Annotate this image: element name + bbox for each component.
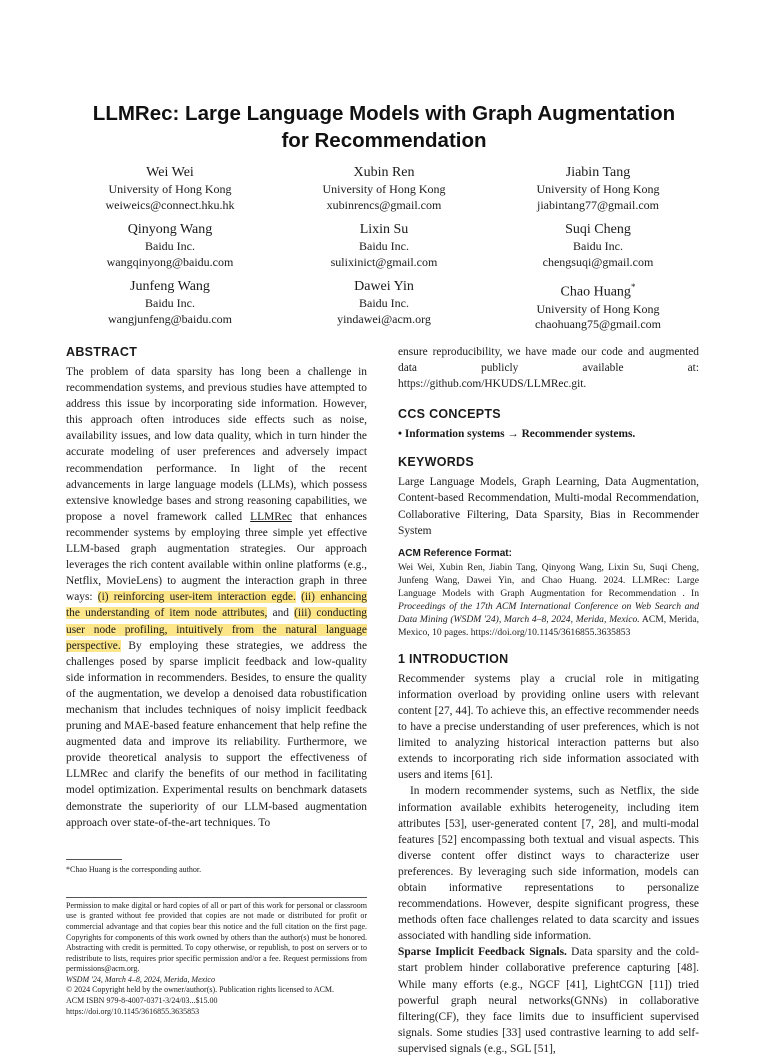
author-email: yindawei@acm.org (337, 311, 431, 326)
highlight-3: (iii) conducting user node profiling, intuitively from the natural language perspective. (66, 607, 367, 652)
author-entry (498, 221, 698, 270)
permission-text: Permission to make digital or hard copies of all or part of this work for personal or classroom use is granted without fee provided that copies are not made or distributed for profit or commercial advantage and that copies bear this notice and the full citation on the first page. Copyrights for components of this work owned by others than the author(s) must be honored. Abstracting with credit is permitted. To copy otherwise, or republish, to post on servers or to redistribute to lists, requires prior specific permission and/or a fee. Request permissions from permissions@acm.org. (66, 900, 367, 974)
author-entry (498, 278, 698, 333)
intro-paragraph-1: Recommender systems play a crucial role in mitigating information overload by providing online users with relevant content [27, 44]. To achieve this, an effective recommender needs to have a precise understanding of user preferences, which is not limited to analyzing historical interaction patterns but also extends to incorporating rich side information associated with users and items [61]. (398, 672, 699, 782)
abstract-continuation: ensure reproducibility, we have made our code and augmented data publicly available at: https://github.com/HKUDS/LLMRec.git. (398, 346, 699, 391)
abstract-part-2: that enhances recommender systems by employing three simple yet effective LLM-based graph augmentation strategies. Our approach leverages the rich content available within online platforms (e.g., Netflix, MovieLens) to augment the interaction graph in three ways: (66, 510, 367, 604)
author-name: Qinyong Wang (127, 222, 213, 237)
author-email: wangjunfeng@baidu.com (107, 311, 233, 326)
author-block (70, 164, 698, 341)
author-name-text: Chao Huang (560, 284, 631, 300)
author-entry (70, 164, 270, 213)
author-entry (70, 221, 270, 270)
venue-line: WSDM '24, March 4–8, 2024, Merida, Mexico (66, 974, 215, 984)
author-affiliation: University of Hong Kong (322, 182, 446, 196)
author-name: Lixin Su (359, 222, 409, 237)
author-email: xubinrencs@gmail.com (326, 197, 442, 212)
abstract-part-1: The problem of data sparsity has long been a challenge in recommendation systems, and previous studies have attempted to address this issue by incorporating side information. However, this approach often introduces side effects such as noise, availability issues, and low data quality, which in turn hinder the accurate modeling of user preferences and adversely impact recommendation performance. In light of the recent advancements in large language models (LLMs), which possess extensive knowledge bases and strong reasoning capabilities, we propose a novel framework called (66, 366, 367, 523)
author-affiliation: University of Hong Kong (108, 182, 232, 196)
author-email: wangqinyong@baidu.com (106, 254, 234, 269)
permission-rule (66, 897, 367, 898)
author-affiliation: Baidu Inc. (145, 239, 195, 253)
author-entry (284, 278, 484, 333)
introduction-heading: 1 INTRODUCTION (398, 651, 509, 666)
author-name: Dawei Yin (354, 279, 414, 294)
author-email: jiabintang77@gmail.com (536, 197, 660, 212)
copyright-line: © 2024 Copyright held by the owner/author(s). Publication rights licensed to ACM. (66, 985, 335, 995)
paper-title (60, 100, 708, 154)
author-email: chaohuang75@gmail.com (534, 317, 662, 332)
abstract-part-3: By employing these strategies, we address the challenges posed by sparse implicit feedback and low-quality side information in recommenders. Besides, to ensure the quality of the augmentation, we develop a denoised data robustification mechanism that includes techniques of noisy implicit feedback pruning and MAE-based feature enhancement that help refine the augmented data and improve its reliability. Furthermore, we provide theoretical analysis to support the effectiveness of LLMRec and clarify the benefits of our method in facilitating model optimization. Experimental results on benchmark datasets demonstrate the superiority of our LLM-based augmentation approach over state-of-the-art techniques. To (66, 639, 367, 829)
acm-reference-heading: ACM Reference Format: (398, 547, 512, 559)
llmrec-name: LLMRec (250, 510, 292, 523)
title-line-2: for Recommendation (281, 129, 487, 152)
author-email: sulixinict@gmail.com (330, 254, 438, 269)
acm-reference-italic: Proceedings of the 17th ACM International Conference on Web Search and Data Mining (WSDM '24), March 4–8, 2024, Merida, Mexico. (398, 600, 699, 625)
highlight-1: (i) reinforcing user-item interaction egde. (97, 591, 296, 604)
author-affiliation: Baidu Inc. (145, 296, 195, 310)
author-email: chengsuqi@gmail.com (542, 254, 654, 269)
author-name: Xubin Ren (353, 165, 415, 180)
intro-paragraph-3 (398, 944, 699, 1057)
author-affiliation: Baidu Inc. (359, 239, 409, 253)
author-affiliation: Baidu Inc. (359, 296, 409, 310)
author-name: Jiabin Tang (565, 165, 631, 180)
author-name: Junfeng Wang (130, 279, 210, 294)
title-line-1: LLMRec: Large Language Models with Graph Augmentation (92, 102, 676, 125)
author-name: Suqi Cheng (565, 222, 631, 237)
acm-reference-part-1: Wei Wei, Xubin Ren, Jiabin Tang, Qinyong Wang, Lixin Su, Suqi Cheng, Junfeng Wang, Dawei Yin, and Chao Huang. 2024. LLMRec: Large Language Models with Graph Augmentation for Recommendation . In (398, 561, 699, 599)
intro-lead: Sparse Implicit Feedback Signals. (398, 946, 567, 959)
acm-reference-part-2: ACM, Merida, Mexico, 10 pages. https://doi.org/10.1145/3616855.3635853 (398, 613, 699, 638)
author-entry (284, 164, 484, 213)
ccs-text: • Information systems → Recommender systems. (398, 428, 636, 441)
isbn-line: ACM ISBN 979-8-4007-0371-3/24/03...$15.00 (66, 996, 218, 1006)
author-row-2 (70, 221, 698, 270)
corresponding-mark: * (630, 282, 636, 292)
author-entry (284, 221, 484, 270)
author-affiliation: Baidu Inc. (573, 239, 623, 253)
highlight-2: (ii) enhancing the understanding of item node attributes, (66, 591, 367, 620)
doi-line: https://doi.org/10.1145/3616855.3635853 (66, 1006, 200, 1016)
abstract-heading: ABSTRACT (66, 345, 138, 359)
keywords-heading: KEYWORDS (398, 455, 475, 470)
author-row-3 (70, 278, 698, 333)
right-column (398, 344, 699, 1057)
acm-reference-text (398, 561, 699, 639)
author-row-1 (70, 164, 698, 213)
author-email: weiweics@connect.hku.hk (105, 197, 235, 212)
author-affiliation: University of Hong Kong (536, 182, 660, 196)
footnote-rule (66, 859, 122, 860)
author-entry (498, 164, 698, 213)
author-name: Wei Wei (146, 165, 194, 180)
author-entry (70, 278, 270, 333)
abstract-and: and (267, 607, 295, 620)
author-affiliation: University of Hong Kong (536, 301, 660, 316)
ccs-heading: CCS CONCEPTS (398, 407, 501, 422)
keywords-text: Large Language Models, Graph Learning, Data Augmentation, Content-based Recommendation, Multi-modal Recommendation, Collaborative Filtering, Data Sparsity, Bias in Recommender System (398, 476, 699, 537)
abstract-text (66, 364, 367, 831)
intro-paragraph-3-text: Data sparsity and the cold-start problem hinder collaborative preference capturing [48]. While many efforts (e.g., NGCF [41], LightCGN [11]) tried powerful graph neural networks(GNNs) in collaborative filtering(CF), they face limits due to insufficient supervised signals. Some studies [33] used contrastive learning to add self-supervised signals (e.g., SGL [51], (398, 946, 699, 1055)
corresponding-footnote: *Chao Huang is the corresponding author. (66, 864, 202, 874)
permission-block (66, 901, 367, 1018)
author-name (498, 278, 698, 302)
left-column (66, 344, 367, 1017)
intro-paragraph-2: In modern recommender systems, such as Netflix, the side information available exhibits heterogeneity, including item attributes [53], user-generated content [7, 28], and multi-modal features [52] encompassing both textual and visual aspects. This diverse content offer distinct ways to characterize user preferences. By leveraging such side information, models can obtain informative representations to personalize recommendations. However, despite significant progress, these methods often face challenges related to data scarcity and issues associated with handling side information. (398, 785, 699, 943)
